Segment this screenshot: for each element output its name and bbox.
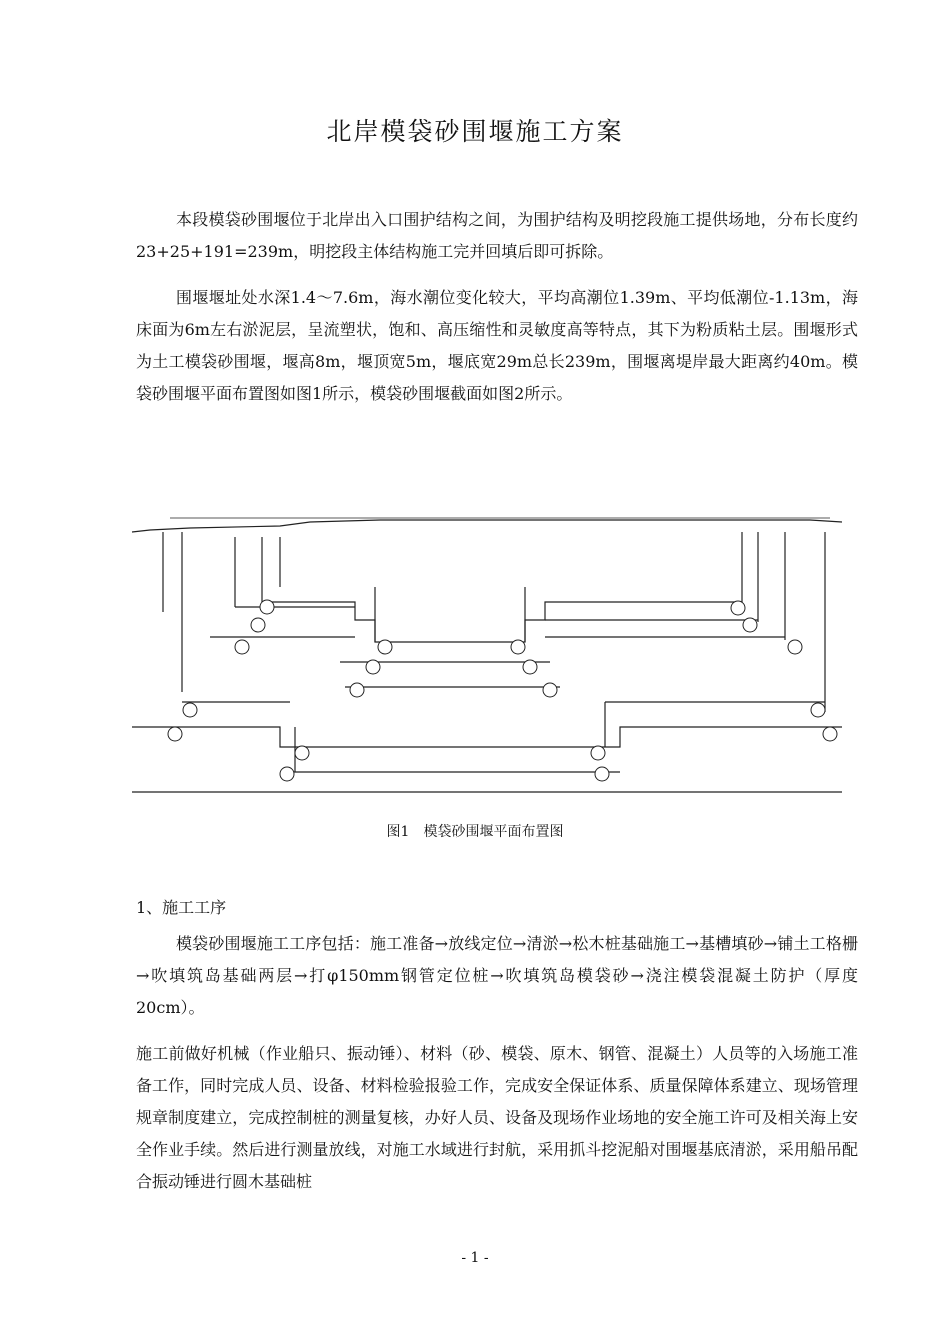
figure-caption: 图1 模袋砂围堰平面布置图 [386,824,564,840]
paragraph-intro: 本段模袋砂围堰位于北岸出入口围护结构之间，为围护结构及明挖段施工提供场地，分布长度约23+25+191=239m，明挖段主体结构施工完并回填后即可拆除。 [136,210,858,261]
plan-layout-figure [130,492,845,794]
paragraph-site-conditions: 围堰堰址处水深1.4～7.6m，海水潮位变化较大，平均高潮位1.39m、平均低潮位-1.13m，海床面为6m左右淤泥层，呈流塑状，饱和、高压缩性和灵敏度高等特点，其下为粉质粘土层。围堰形式为土工模袋砂围堰，堰高8m，堰顶宽5m，堰底宽29m总长239m，围堰离堤岸最大距离约40m。模袋砂围堰平面布置图如图1所示，模袋砂围堰截面如图2所示。 [136,288,858,403]
paragraph-preparation: 施工前做好机械（作业船只、振动锤）、材料（砂、模袋、原木、钢管、混凝土）人员等的入场施工准备工作，同时完成人员、设备、材料检验报验工作，完成安全保证体系、质量保障体系建立、现场管理规章制度建立，完成控制桩的测量复核，办好人员、设备及现场作业场地的安全施工许可及相关海上安全作业手续。然后进行测量放线，对施工水域进行封航，采用抓斗挖泥船对围堰基底清淤，采用船吊配合振动锤进行圆木基础桩 [136,1044,858,1191]
plan-layout-drawing [130,492,845,794]
page-number: - 1 - [461,1250,489,1266]
paragraph-procedure: 模袋砂围堰施工工序包括：施工准备→放线定位→清淤→松木桩基础施工→基槽填砂→铺土工格栅→吹填筑岛基础两层→打φ150mm钢管定位桩→吹填筑岛模袋砂→浇注模袋混凝土防护（厚度20cm）。 [136,934,858,1017]
section-heading: 1、施工工序 [136,898,227,917]
document-title: 北岸模袋砂围堰施工方案 [326,117,624,146]
